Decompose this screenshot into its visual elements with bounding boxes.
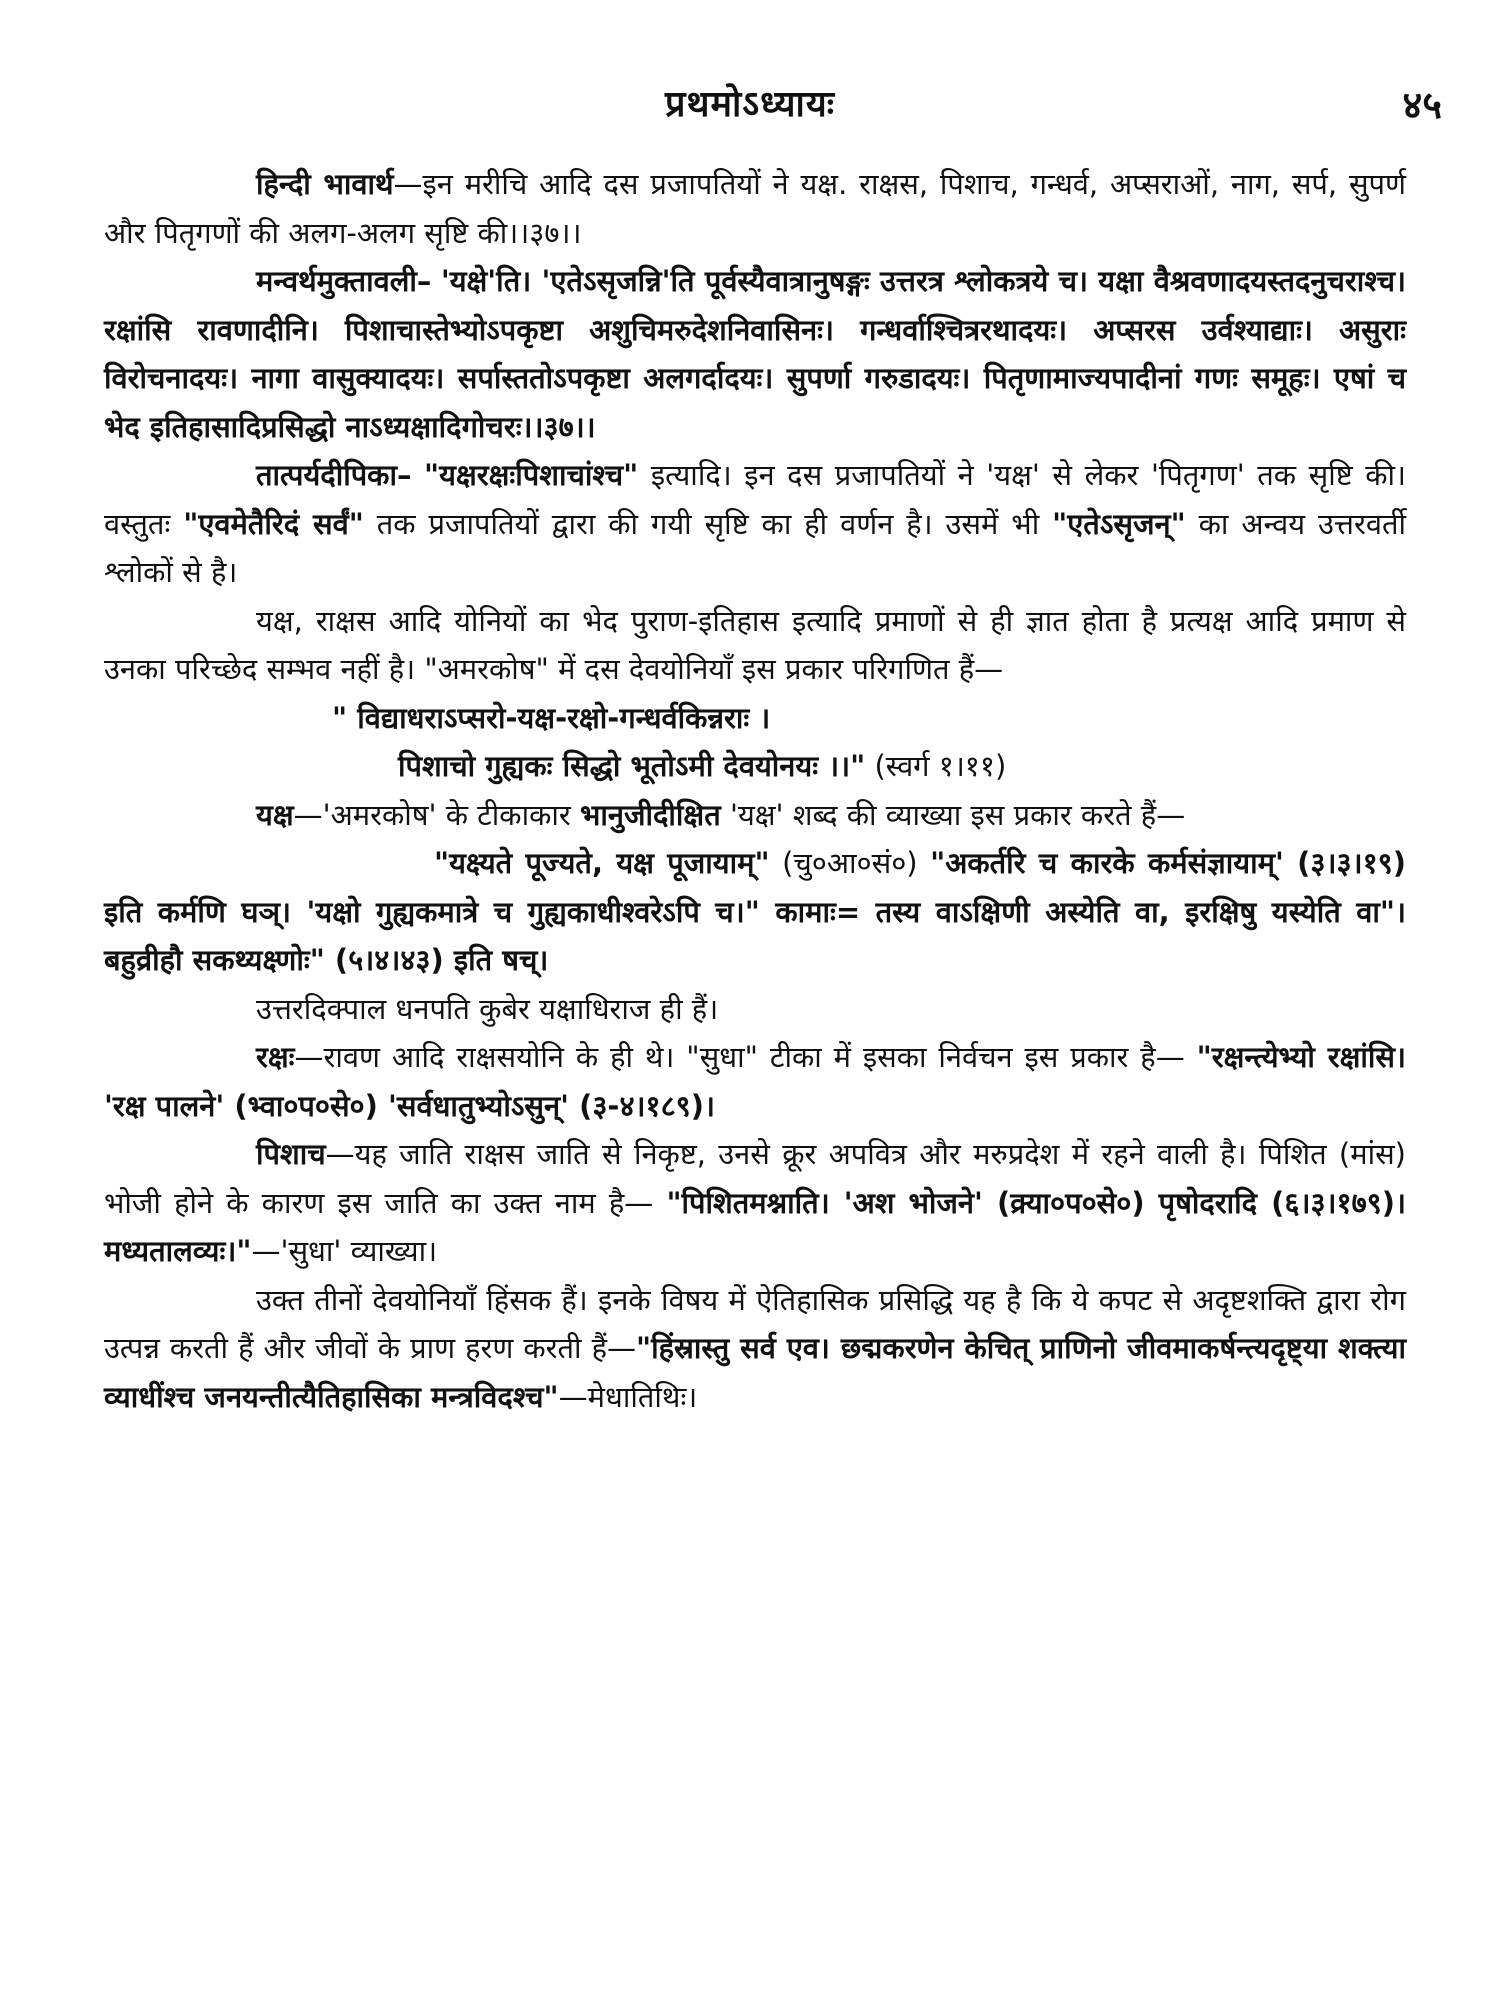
paragraph-yoni-bhed: यक्ष, राक्षस आदि योनियों का भेद पुराण-इतिहास इत्यादि प्रमाणों से ही ज्ञात होता है प्रत्यक्ष आदि प्रमाण से उनका परिच्छेद सम्भव नहीं है। "अमरकोष" में दस देवयोनियाँ इस प्रकार परिगणित हैं— bbox=[104, 603, 1406, 686]
page-body bbox=[104, 160, 1406, 1421]
paragraph-label: यक्ष bbox=[256, 797, 294, 832]
quote: "एवमेतैरिदं सर्वं" bbox=[183, 506, 364, 541]
verse-text: " विद्याधराऽप्सरो-यक्ष-रक्षो-गन्धर्वकिन्नराः । bbox=[332, 700, 771, 735]
paragraph-label: तात्पर्यदीपिका– bbox=[256, 458, 412, 492]
paragraph-label: हिन्दी भावार्थ bbox=[256, 167, 394, 201]
quote: "पिशितमश्नाति। 'अश भोजने' (क्र्या०प०से०) पृषोदरादि (६।३।१७९)। मध्यतालव्यः।" bbox=[104, 1185, 1406, 1268]
quote: "यक्षरक्षःपिशाचांश्च" bbox=[424, 458, 639, 492]
paragraph-text: —यह जाति राक्षस जाति से निकृष्ट, उनसे क्रूर अपवित्र और मरुप्रदेश में रहने वाली है। पिशित (मांस) भोजी होने के कारण इस जाति का उक्त नाम है— bbox=[104, 1137, 1406, 1220]
paragraph-manvarthamuktavali bbox=[104, 257, 1406, 451]
author-name: भानुजीदीक्षित bbox=[579, 797, 721, 832]
paragraph-text: —'सुधा' व्याख्या। bbox=[251, 1234, 438, 1268]
paragraph-label: पिशाच bbox=[256, 1137, 326, 1171]
paragraph-label: रक्षः bbox=[256, 1040, 295, 1074]
paragraph-yaksha-vyutpatti bbox=[104, 839, 1406, 985]
paragraph-text: (चु०आ०सं०) bbox=[769, 846, 931, 880]
paragraph-label: मन्वर्थमुक्तावली– bbox=[256, 264, 432, 298]
verse-text: पिशाचो गुह्यकः सिद्धो भूतोऽमी देवयोनयः ।।" bbox=[398, 749, 866, 783]
chapter-title: प्रथमोऽध्यायः bbox=[664, 84, 836, 125]
quote: "हिंस्रास्तु सर्व एव। छद्मकरणेन केचित् प्राणिनो जीवमाकर्षन्त्यदृष्ट्या शक्त्या व्याधींश्च जनयन्तीत्यैतिहासिका मन्त्रविदश्च" bbox=[104, 1331, 1406, 1414]
paragraph-tatparyadipika bbox=[104, 451, 1406, 597]
paragraph-text: 'यक्ष' शब्द की व्याख्या इस प्रकार करते हैं— bbox=[720, 797, 1186, 832]
paragraph-text: —रावण आदि राक्षसयोनि के ही थे। "सुधा" टीका में इसका निर्वचन इस प्रकार है— bbox=[294, 1040, 1197, 1074]
quote: "अकर्तरि च कारके कर्मसंज्ञायाम्' (३।३।१९) इति कर्मणि घञ्। 'यक्षो गुह्यकमात्रे च गुह्यकाधीश्वरेऽपि च।" कामाः= तस्य वाऽक्षिणी अस्येति वा, इरक्षिषु यस्येति वा"। बहुव्रीहौ सकथ्यक्ष्णोः" (५।४।४३) इति षच्। bbox=[104, 846, 1406, 977]
quote: "यक्ष्यते पूज्यते, यक्ष पूजायाम्" bbox=[434, 846, 770, 880]
paragraph-raksha bbox=[104, 1033, 1406, 1130]
verse-line bbox=[332, 742, 1406, 791]
paragraph-text: उक्त तीनों देवयोनियाँ हिंसक हैं। इनके विषय में ऐतिहासिक प्रसिद्धि यह है कि ये कपट से अदृष्टशक्ति द्वारा रोग उत्पन्न करती हैं और जीवों के प्राण हरण करती हैं— bbox=[104, 1282, 1406, 1365]
paragraph-text: तक प्रजापतियों द्वारा की गयी सृष्टि का ही वर्णन है। उसमें भी bbox=[363, 506, 1053, 541]
paragraph-text: —'अमरकोष' के टीकाकार bbox=[293, 797, 580, 832]
paragraph-text: का अन्वय उत्तरवर्ती श्लोकों से है। bbox=[104, 506, 1406, 589]
paragraph-text: इत्यादि। इन दस प्रजापतियों ने 'यक्ष' से लेकर 'पितृगण' तक सृष्टि की। वस्तुतः bbox=[104, 458, 1406, 541]
quote: "रक्षन्त्येभ्यो रक्षांसि। 'रक्ष पालने' (भ्वा०प०से०) 'सर्वधातुभ्योऽसुन्' (३-४।१८९)। bbox=[104, 1040, 1406, 1123]
paragraph-pishacha bbox=[104, 1130, 1406, 1276]
paragraph-hindi-bhavarth bbox=[104, 160, 1406, 257]
verse-reference: (स्वर्ग १।११) bbox=[865, 749, 1007, 783]
page-number: ४५ bbox=[1402, 83, 1442, 127]
paragraph-text: —इन मरीचि आदि दस प्रजापतियों ने यक्ष. राक्षस, पिशाच, गन्धर्व, अप्सराओं, नाग, सर्प, सुपर्ण और पितृगणों की अलग-अलग सृष्टि की।।३७।। bbox=[104, 167, 1406, 250]
page-header bbox=[0, 78, 1500, 134]
verse-line bbox=[332, 694, 1406, 743]
quote: "एतेऽसृजन्" bbox=[1052, 506, 1186, 541]
commentary-text: 'यक्षे'ति। 'एतेऽसृजन्नि'ति पूर्वस्यैवात्रानुषङ्गः उत्तरत्र श्लोकत्रये च। यक्षा वैश्रवणादयस्तदनुचराश्च। रक्षांसि रावणादीनि। पिशाचास्तेभ्योऽपकृष्टा अशुचिमरुदेशनिवासिनः। गन्धर्वाश्चित्ररथादयः। अप्सरस उर्वश्याद्याः। असुराः विरोचनादयः। नागा वासुक्यादयः। सर्पास्ततोऽपकृष्टा अलगर्दादयः। सुपर्णा गरुडादयः। पितृणामाज्यपादीनां गणः समूहः। एषां च भेद इतिहासादिप्रसिद्धो नाऽध्यक्षादिगोचरः।।३७।। bbox=[104, 264, 1407, 444]
paragraph-text: —मेधातिथिः। bbox=[558, 1379, 698, 1414]
paragraph-devayoni bbox=[104, 1276, 1406, 1422]
verse-block bbox=[104, 694, 1406, 791]
paragraph-kubera: उत्तरदिक्पाल धनपति कुबेर यक्षाधिराज ही हैं। bbox=[256, 991, 719, 1026]
paragraph-yaksha bbox=[104, 791, 1406, 840]
